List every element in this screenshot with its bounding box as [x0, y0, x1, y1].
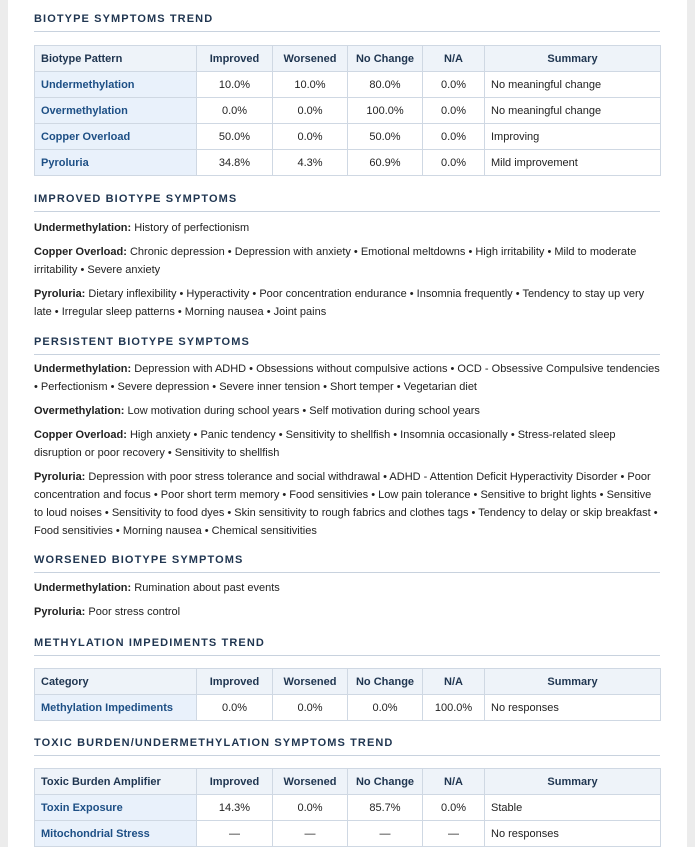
- summary-cell: Stable: [485, 795, 661, 821]
- column-header: Summary: [485, 669, 661, 695]
- improved-symptoms-heading: IMPROVED BIOTYPE SYMPTOMS: [34, 176, 660, 212]
- column-header: Worsened: [273, 46, 348, 72]
- table-row: [35, 150, 661, 176]
- no-change-cell: 60.9%: [348, 150, 423, 176]
- symptom-list: High anxiety • Panic tendency • Sensitivity to shellfish • Insomnia occasionally • Stress-related sleep disruption or poor recovery • Sensitivity to shellfish: [34, 429, 616, 459]
- improved-cell: —: [197, 821, 273, 847]
- column-header: N/A: [423, 669, 485, 695]
- biotype-trend-table: [34, 45, 661, 176]
- column-header: N/A: [423, 769, 485, 795]
- table-row: [35, 124, 661, 150]
- summary-cell: No meaningful change: [485, 98, 661, 124]
- column-header: Biotype Pattern: [35, 46, 197, 72]
- row-label: Undermethylation: [35, 72, 197, 98]
- biotype-label: Pyroluria:: [34, 471, 86, 483]
- no-change-cell: —: [348, 821, 423, 847]
- no-change-cell: 80.0%: [348, 72, 423, 98]
- column-header: No Change: [348, 46, 423, 72]
- symptom-paragraph: [34, 360, 660, 396]
- column-header: Summary: [485, 769, 661, 795]
- biotype-label: Undermethylation:: [34, 363, 132, 375]
- na-cell: 100.0%: [423, 695, 485, 721]
- table-row: [35, 98, 661, 124]
- na-cell: 0.0%: [423, 795, 485, 821]
- biotype-label: Pyroluria:: [34, 288, 86, 300]
- methylation-trend-table: [34, 668, 661, 721]
- column-header: Improved: [197, 769, 273, 795]
- symptom-list: Rumination about past events: [134, 582, 280, 594]
- symptom-list: Dietary inflexibility • Hyperactivity • Poor concentration endurance • Insomnia frequently • Tendency to stay up very late • Irregular sleep patterns • Morning nausea • Joint pains: [34, 288, 645, 318]
- symptom-list: Chronic depression • Depression with anxiety • Emotional meltdowns • High irritability • Mild to moderate irritability • Severe anxiety: [34, 246, 637, 276]
- row-label: Mitochondrial Stress: [35, 821, 197, 847]
- worsened-symptoms-heading: WORSENED BIOTYPE SYMPTOMS: [34, 540, 660, 573]
- toxic-burden-trend-table: [34, 768, 661, 847]
- improved-cell: 10.0%: [197, 72, 273, 98]
- worsened-cell: 0.0%: [273, 795, 348, 821]
- biotype-label: Pyroluria:: [34, 606, 86, 618]
- column-header: No Change: [348, 769, 423, 795]
- row-label: Pyroluria: [35, 150, 197, 176]
- symptom-list: Depression with ADHD • Obsessions without compulsive actions • OCD - Obsessive Compulsive tendencies • Perfectionism • Severe depression • Severe inner tension • Short temper • Vegetarian diet: [34, 363, 660, 393]
- improved-cell: 0.0%: [197, 98, 273, 124]
- biotype-label: Copper Overload:: [34, 246, 127, 258]
- worsened-cell: 10.0%: [273, 72, 348, 98]
- summary-cell: No meaningful change: [485, 72, 661, 98]
- table-header-row: [35, 769, 661, 795]
- no-change-cell: 0.0%: [348, 695, 423, 721]
- symptom-paragraph: [34, 243, 660, 279]
- column-header: Category: [35, 669, 197, 695]
- summary-cell: Mild improvement: [485, 150, 661, 176]
- improved-cell: 34.8%: [197, 150, 273, 176]
- na-cell: 0.0%: [423, 150, 485, 176]
- na-cell: —: [423, 821, 485, 847]
- summary-cell: No responses: [485, 821, 661, 847]
- symptom-list: History of perfectionism: [134, 222, 250, 234]
- row-label: Overmethylation: [35, 98, 197, 124]
- column-header: Worsened: [273, 669, 348, 695]
- table-row: [35, 821, 661, 847]
- symptom-list: Low motivation during school years • Self motivation during school years: [127, 405, 480, 417]
- symptom-paragraph: [34, 603, 660, 621]
- column-header: Summary: [485, 46, 661, 72]
- symptom-paragraph: [34, 579, 660, 597]
- no-change-cell: 85.7%: [348, 795, 423, 821]
- improved-cell: 0.0%: [197, 695, 273, 721]
- summary-cell: No responses: [485, 695, 661, 721]
- symptom-paragraph: [34, 402, 660, 420]
- no-change-cell: 100.0%: [348, 98, 423, 124]
- table-header-row: [35, 669, 661, 695]
- na-cell: 0.0%: [423, 98, 485, 124]
- column-header: Improved: [197, 669, 273, 695]
- toxic-burden-trend-heading: TOXIC BURDEN/UNDERMETHYLATION SYMPTOMS TREND: [34, 721, 660, 756]
- column-header: Toxic Burden Amplifier: [35, 769, 197, 795]
- symptom-paragraph: [34, 285, 660, 321]
- report-page: [8, 0, 687, 847]
- symptom-paragraph: [34, 219, 660, 237]
- biotype-trend-heading: BIOTYPE SYMPTOMS TREND: [34, 0, 660, 32]
- methylation-trend-heading: METHYLATION IMPEDIMENTS TREND: [34, 621, 660, 656]
- improved-cell: 14.3%: [197, 795, 273, 821]
- report-content: [8, 0, 687, 847]
- na-cell: 0.0%: [423, 72, 485, 98]
- symptom-paragraph: [34, 468, 660, 540]
- row-label: Copper Overload: [35, 124, 197, 150]
- column-header: N/A: [423, 46, 485, 72]
- column-header: Worsened: [273, 769, 348, 795]
- column-header: No Change: [348, 669, 423, 695]
- table-header-row: [35, 46, 661, 72]
- symptom-list: Depression with poor stress tolerance and social withdrawal • ADHD - Attention Deficit Hyperactivity Disorder • Poor concentration and focus • Poor short term memory • Food sensitivies • Low pain tolerance • Sensitive to bright lights • Sensitive to loud noises • Sensitivity to food dyes • Skin sensitivity to rough fabrics and clothes tags • Tendency to delay or skip breakfast • Food sensitivies • Morning nausea • Chemical sensitivities: [34, 471, 658, 537]
- table-row: [35, 795, 661, 821]
- no-change-cell: 50.0%: [348, 124, 423, 150]
- biotype-label: Undermethylation:: [34, 222, 132, 234]
- na-cell: 0.0%: [423, 124, 485, 150]
- worsened-cell: 0.0%: [273, 124, 348, 150]
- worsened-cell: —: [273, 821, 348, 847]
- symptom-paragraph: [34, 426, 660, 462]
- persistent-symptoms-heading: PERSISTENT BIOTYPE SYMPTOMS: [34, 321, 660, 355]
- worsened-cell: 4.3%: [273, 150, 348, 176]
- symptom-list: Poor stress control: [88, 606, 181, 618]
- row-label: Toxin Exposure: [35, 795, 197, 821]
- summary-cell: Improving: [485, 124, 661, 150]
- biotype-label: Overmethylation:: [34, 405, 125, 417]
- worsened-cell: 0.0%: [273, 98, 348, 124]
- column-header: Improved: [197, 46, 273, 72]
- table-row: [35, 72, 661, 98]
- improved-cell: 50.0%: [197, 124, 273, 150]
- worsened-cell: 0.0%: [273, 695, 348, 721]
- table-row: [35, 695, 661, 721]
- biotype-label: Copper Overload:: [34, 429, 127, 441]
- row-label: Methylation Impediments: [35, 695, 197, 721]
- biotype-label: Undermethylation:: [34, 582, 132, 594]
